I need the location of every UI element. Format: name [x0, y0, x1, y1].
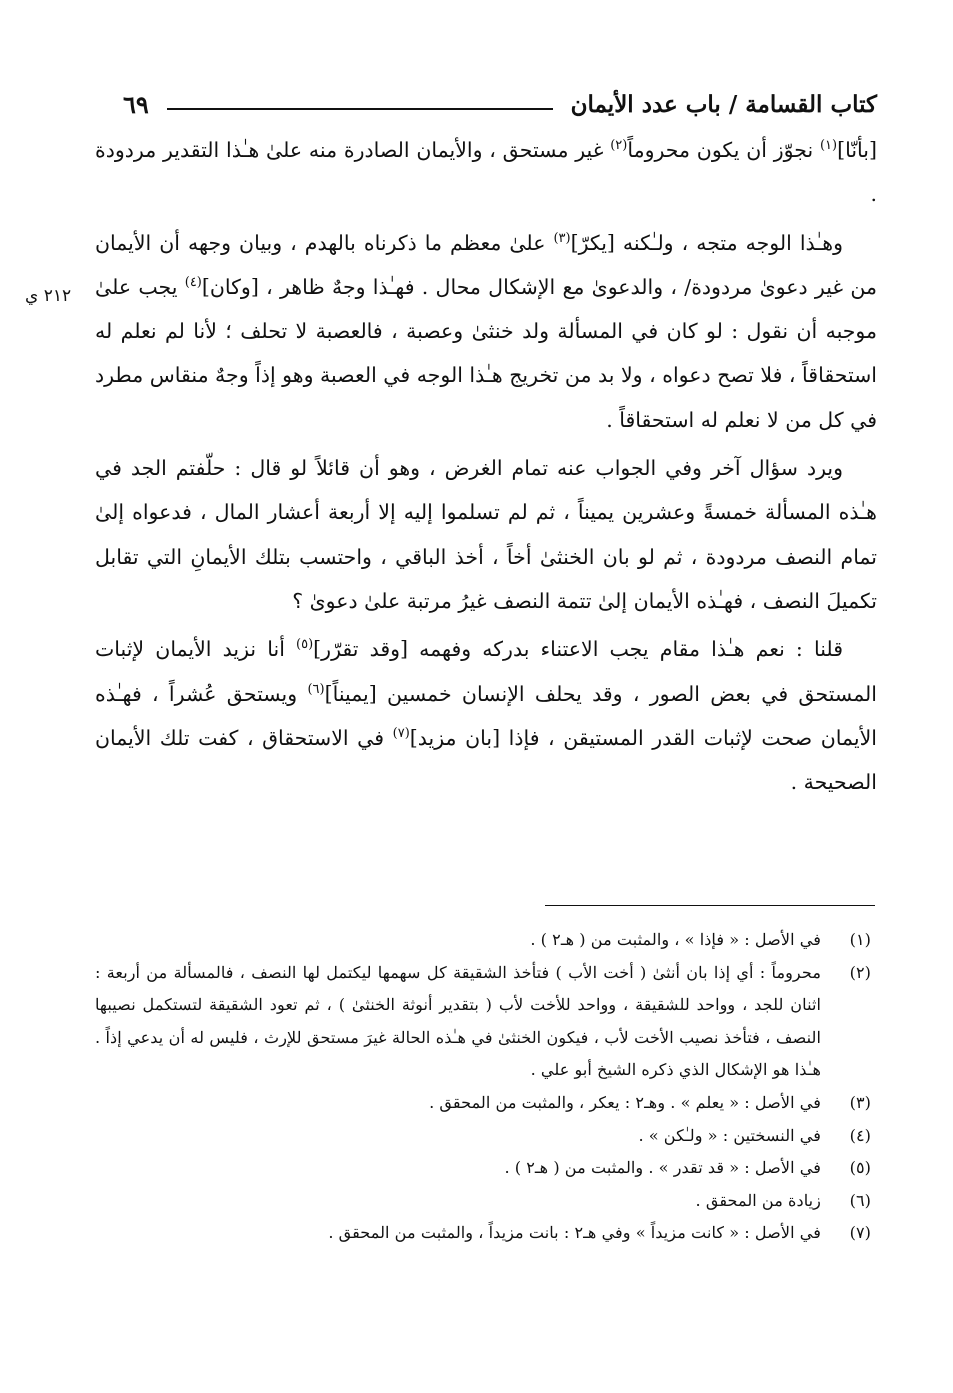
- text-run: علىٰ معظم ما ذكرناه بالهدم ، وبيان وجهه أن الأيمان من غير دعوىٰ مردودة/ ، والدعوىٰ مع الإشكال محال . فهـٰذا وجهٌ ظاهر ، [وكان]: [95, 230, 877, 299]
- footnote-text: في الأصل : « كانت مزيداً » وفي هـ٢ : بانت مزيداً ، والمثبت من المحقق .: [328, 1223, 821, 1243]
- footnote-number: (٦): [849, 1190, 871, 1210]
- footnote-item: [95, 1185, 877, 1218]
- footnote-reference: (٧): [392, 726, 410, 742]
- footnote-number: (٧): [849, 1223, 871, 1243]
- footnote-separator: [545, 905, 875, 906]
- text-run: نجوّز أن يكون محروماً: [627, 138, 820, 162]
- header-title: كتاب القسامة / باب عدد الأيمان: [570, 90, 877, 118]
- footnote-text: في الأصل : « قد تقدر » . والمثبت من ( هـ٢ ) .: [504, 1158, 821, 1178]
- text-run: أنا نزيد الأيمان لإثبات المستحق في بعض الصور ، وقد يحلف الإنسان خمسين [يميناً]: [95, 637, 877, 706]
- text-run: ويستحق عُشراً ، فهـٰذه الأيمان صحت لإثبات القدر المستيقن ، فإذا [بان مزيد]: [95, 681, 877, 750]
- footnote-text: زيادة من المحقق .: [695, 1190, 821, 1210]
- text-run: يجب علىٰ موجبه أن نقول : لو كان في المسألة ولد خنثىٰ وعصبة ، فالعصبة لا تحلف ؛ لأنا لم نعلم له استحقاقاً ، فلا تصح دعواه ، ولا بد من تخريج هـٰذا الوجه في العصبة وهو إذاً وجهٌ منقاس مطرد في كل من لا نعلم له استحقاقاً .: [94, 274, 877, 432]
- running-header: [95, 82, 877, 126]
- footnote-text: في الأصل : « فإذا » ، والمثبت من ( هـ٢ ) .: [530, 930, 821, 949]
- footnote-reference: (٦): [307, 681, 325, 697]
- footnote-reference: (٥): [296, 637, 314, 653]
- text-run: [بأنّا]: [837, 138, 877, 162]
- footnote-reference: (٣): [553, 230, 571, 246]
- footnote-number: (٢): [849, 962, 871, 982]
- text-run: وهـٰذا الوجه متجه ، ولـٰكنه [يكرّ]: [570, 230, 843, 255]
- body-paragraph: [95, 221, 877, 442]
- footnote-item: [95, 1217, 877, 1250]
- footnote-reference: (٢): [610, 138, 628, 154]
- footnote-text: في النسختين : « ولـٰكن » .: [638, 1125, 821, 1145]
- margin-folio-note: ٢١٢ ي: [25, 286, 72, 306]
- text-run: قلنا : نعم هـٰذا مقام يجب الاعتناء بدركه وفهمه [وقد تقرّر]: [313, 637, 843, 662]
- footnote-number: (١): [849, 930, 871, 949]
- footnote-item: [95, 924, 877, 957]
- footnote-text: في الأصل : « يعلم » . وهـ٢ : يعكر ، والمثبت من المحقق .: [429, 1092, 821, 1112]
- footnote-reference: (١): [819, 138, 838, 154]
- footnote-number: (٣): [849, 1092, 871, 1112]
- text-run: ويرد سؤال آخر وفي الجواب عنه تمام الغرض ، وهو أن قائلاً لو قال : حلّفتم الجد في هـٰذه المسألة خمسةً وعشرين يميناً ، ثم لم تسلموا إليه إلا أربعة أعشار المال ، فدعواه إلىٰ تمام النصف مردودة ، ثم لو بان الخنثىٰ أخاً ، أخذ الباقي ، واحتسب بتلك الأيمانِ التي تقابل تكميلَ النصف ، فهـٰذه الأيمان إلىٰ تتمة النصف غيرُ مرتبة علىٰ دعوىٰ ؟: [95, 456, 877, 613]
- body-paragraph: [95, 627, 877, 804]
- footnote-item: [95, 1087, 877, 1120]
- footnote-text: محروماً : أي إذا بان أنثىٰ ( أخت الأب ) فتأخذ الشقيقة كل سهمها ليكتمل لها النصف ، فالمسألة من أربعة : اثنان للجد ، وواحد للشقيقة ، وواحد للأخت لأب ( بتقدير أنوثة الخنثىٰ ) ، ثم تعود الشقيقة لتستكمل نصيبها النصف ، فتأخذ نصيب الأخت لأب ، فيكون الخنثىٰ في هـٰذه الحالة غيرَ مستحق للإرث ، فليس له أن يدعي إذاً . هـٰذا هو الإشكال الذي ذكره الشيخ أبو علي .: [95, 962, 821, 1080]
- footnotes: [95, 924, 877, 1250]
- header-rule: [167, 108, 553, 110]
- footnote-item: [95, 1152, 877, 1185]
- body-paragraph: [95, 128, 877, 217]
- page-number: ٦٩: [123, 89, 149, 119]
- body-paragraph: [95, 446, 877, 623]
- footnote-number: (٤): [849, 1125, 871, 1145]
- footnote-item: [95, 957, 877, 1087]
- text-run: غير مستحق ، والأيمان الصادرة منه علىٰ هـٰذا التقدير مردودة .: [95, 138, 877, 207]
- footnote-reference: (٤): [184, 275, 202, 291]
- footnote-item: [95, 1120, 877, 1153]
- text-run: في الاستحقاق ، كفت تلك الأيمان الصحيحة .: [95, 725, 877, 795]
- main-text: [95, 128, 877, 804]
- footnote-number: (٥): [849, 1158, 871, 1178]
